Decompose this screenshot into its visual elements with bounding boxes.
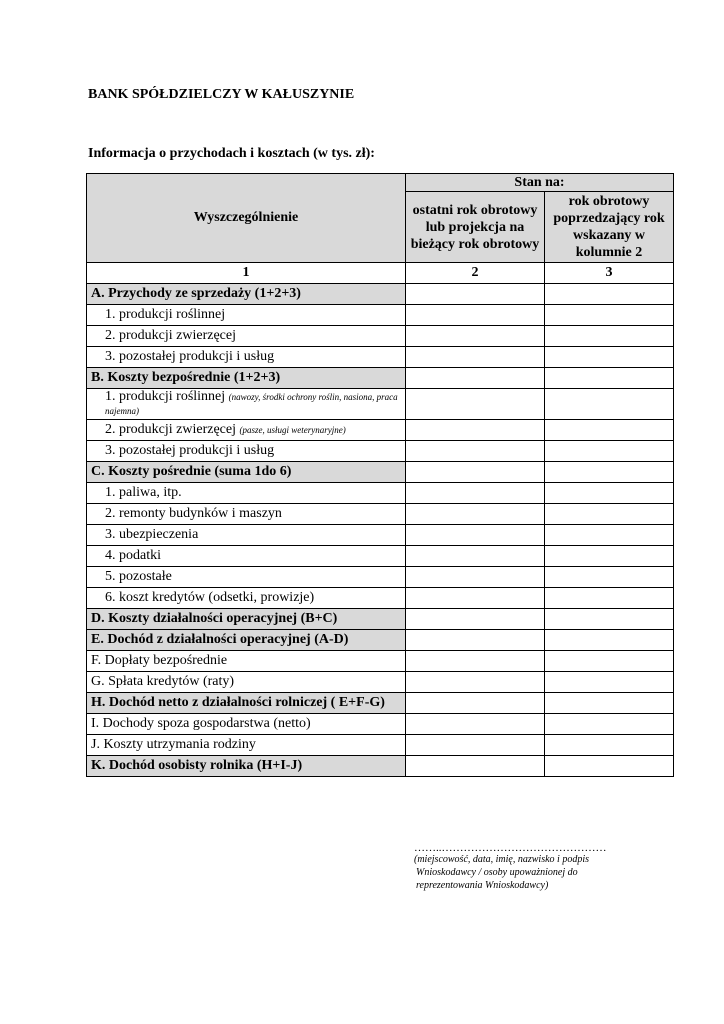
value-cell[interactable]: [406, 609, 545, 630]
table-row: [87, 609, 674, 630]
table-row: [87, 420, 674, 441]
value-cell[interactable]: [406, 420, 545, 441]
value-cell[interactable]: [406, 441, 545, 462]
value-cell[interactable]: [545, 546, 674, 567]
col-number-1: 1: [87, 263, 406, 284]
table-row: [87, 693, 674, 714]
row-label: A. Przychody ze sprzedaży (1+2+3): [87, 284, 406, 305]
row-label: 2. remonty budynków i maszyn: [87, 504, 406, 525]
value-cell[interactable]: [545, 483, 674, 504]
row-label: 6. koszt kredytów (odsetki, prowizje): [87, 588, 406, 609]
value-cell[interactable]: [406, 714, 545, 735]
row-label: D. Koszty działalności operacyjnej (B+C): [87, 609, 406, 630]
value-cell[interactable]: [545, 714, 674, 735]
value-cell[interactable]: [545, 441, 674, 462]
row-label: [87, 389, 406, 420]
value-cell[interactable]: [545, 609, 674, 630]
value-cell[interactable]: [545, 630, 674, 651]
value-cell[interactable]: [406, 672, 545, 693]
table-row: [87, 630, 674, 651]
value-cell[interactable]: [406, 588, 545, 609]
row-label: 3. pozostałej produkcji i usług: [87, 441, 406, 462]
info-title: Informacja o przychodach i kosztach (w tys. zł):: [88, 146, 375, 161]
table-row: [87, 305, 674, 326]
value-cell[interactable]: [545, 672, 674, 693]
table-row: [87, 368, 674, 389]
table-row: [87, 389, 674, 420]
signature-caption-line2: Wnioskodawcy / osoby upoważnionej do: [416, 867, 578, 878]
value-cell[interactable]: [545, 347, 674, 368]
value-cell[interactable]: [406, 651, 545, 672]
header-stan-na: Stan na:: [406, 174, 674, 192]
table-row: [87, 756, 674, 777]
header-description: Wyszczególnienie: [87, 174, 406, 263]
value-cell[interactable]: [545, 651, 674, 672]
value-cell[interactable]: [545, 462, 674, 483]
value-cell[interactable]: [406, 546, 545, 567]
value-cell[interactable]: [545, 368, 674, 389]
value-cell[interactable]: [545, 420, 674, 441]
row-label: [87, 420, 406, 441]
row-label: 5. pozostałe: [87, 567, 406, 588]
table-row: [87, 504, 674, 525]
value-cell[interactable]: [406, 483, 545, 504]
row-label: 2. produkcji zwierzęcej: [87, 326, 406, 347]
value-cell[interactable]: [406, 326, 545, 347]
table-row: [87, 326, 674, 347]
value-cell[interactable]: [406, 693, 545, 714]
value-cell[interactable]: [545, 525, 674, 546]
value-cell[interactable]: [406, 284, 545, 305]
value-cell[interactable]: [545, 284, 674, 305]
value-cell[interactable]: [406, 305, 545, 326]
row-note: (nawozy, środki ochrony roślin, nasiona, praca najemna): [105, 392, 398, 416]
table-row: [87, 588, 674, 609]
header-col2: ostatni rok obrotowy lub projekcja na bieżący rok obrotowy: [406, 192, 545, 263]
row-label: K. Dochód osobisty rolnika (H+I-J): [87, 756, 406, 777]
value-cell[interactable]: [406, 389, 545, 420]
value-cell[interactable]: [406, 347, 545, 368]
value-cell[interactable]: [545, 567, 674, 588]
table-row: [87, 525, 674, 546]
table-row: [87, 714, 674, 735]
table-row: [87, 347, 674, 368]
table-row: [87, 546, 674, 567]
table-row: [87, 651, 674, 672]
signature-caption-line1: (miejscowość, data, imię, nazwisko i podpis: [414, 854, 589, 865]
value-cell[interactable]: [406, 735, 545, 756]
signature-line: ……..………………………………………: [414, 842, 607, 854]
value-cell[interactable]: [406, 630, 545, 651]
value-cell[interactable]: [406, 462, 545, 483]
value-cell[interactable]: [545, 389, 674, 420]
value-cell[interactable]: [406, 504, 545, 525]
row-label: I. Dochody spoza gospodarstwa (netto): [87, 714, 406, 735]
value-cell[interactable]: [545, 756, 674, 777]
row-label: 1. paliwa, itp.: [87, 483, 406, 504]
table-row: [87, 672, 674, 693]
value-cell[interactable]: [545, 326, 674, 347]
row-label: 1. produkcji roślinnej: [87, 305, 406, 326]
row-label: B. Koszty bezpośrednie (1+2+3): [87, 368, 406, 389]
table-row: [87, 441, 674, 462]
table-row: [87, 735, 674, 756]
table-row: [87, 462, 674, 483]
row-label-text: 1. produkcji roślinnej: [105, 389, 226, 404]
row-label: 4. podatki: [87, 546, 406, 567]
value-cell[interactable]: [545, 693, 674, 714]
col-number-2: 2: [406, 263, 545, 284]
row-label: J. Koszty utrzymania rodziny: [87, 735, 406, 756]
value-cell[interactable]: [406, 368, 545, 389]
bank-name: BANK SPÓŁDZIELCZY W KAŁUSZYNIE: [88, 87, 355, 102]
row-label: H. Dochód netto z działalności rolniczej ( E+F-G): [87, 693, 406, 714]
row-label: G. Spłata kredytów (raty): [87, 672, 406, 693]
col-number-3: 3: [545, 263, 674, 284]
income-cost-table: [86, 173, 674, 777]
row-label-text: 2. produkcji zwierzęcej: [105, 422, 236, 437]
signature-caption: [414, 853, 589, 892]
row-label: E. Dochód z działalności operacyjnej (A-D): [87, 630, 406, 651]
row-label: 3. ubezpieczenia: [87, 525, 406, 546]
value-cell[interactable]: [406, 525, 545, 546]
value-cell[interactable]: [406, 567, 545, 588]
value-cell[interactable]: [545, 588, 674, 609]
value-cell[interactable]: [406, 756, 545, 777]
row-note: (pasze, usługi weterynaryjne): [239, 425, 346, 435]
row-label: F. Dopłaty bezpośrednie: [87, 651, 406, 672]
table-row: [87, 284, 674, 305]
table-row: [87, 567, 674, 588]
signature-caption-line3: reprezentowania Wnioskodawcy): [416, 880, 549, 891]
table-row: [87, 483, 674, 504]
row-label: 3. pozostałej produkcji i usług: [87, 347, 406, 368]
header-col3: rok obrotowy poprzedzający rok wskazany w kolumnie 2: [545, 192, 674, 263]
value-cell[interactable]: [545, 305, 674, 326]
row-label: C. Koszty pośrednie (suma 1do 6): [87, 462, 406, 483]
value-cell[interactable]: [545, 735, 674, 756]
value-cell[interactable]: [545, 504, 674, 525]
